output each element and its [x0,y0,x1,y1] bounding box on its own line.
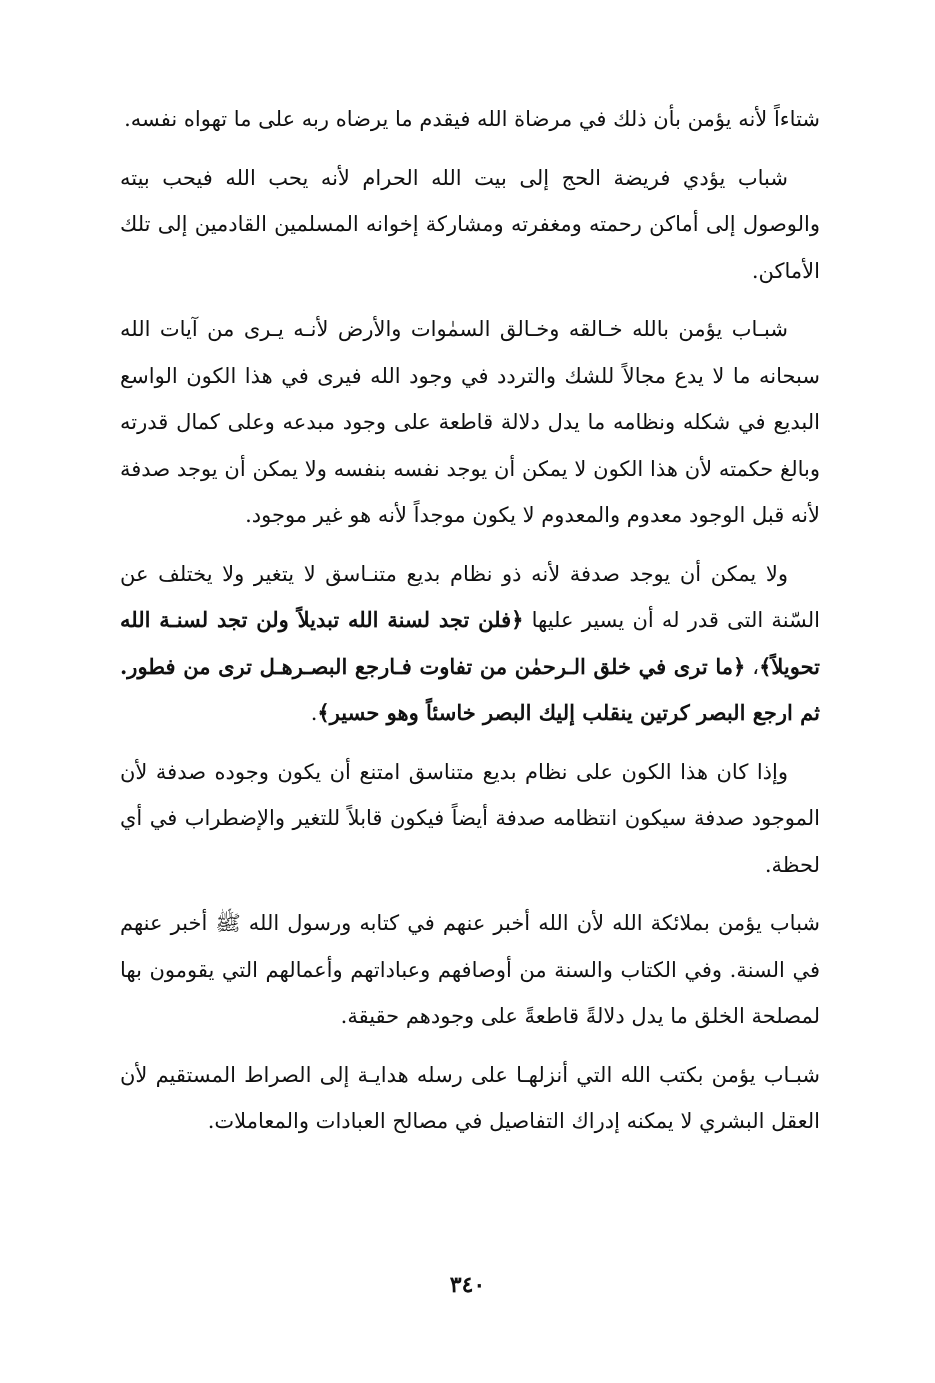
paragraph-continuation: شتاءاً لأنه يؤمن بأن ذلك في مرضاة الله فيقدم ما يرضاه ربه على ما تهواه نفسه. [124,107,820,131]
paragraph-text: . [310,701,318,725]
paragraph-books: شبـاب يؤمن بكتب الله التي أنزلهـا على رسله هدايـة إلى الصراط المستقيم لأن العقل البشري لا يمكنه إدراك التفاصيل في مصالح العبادات والمعاملات. [120,1062,820,1133]
quran-verse: ﴿ما ترى في خلق الـرحمٰن من تفاوت فـارجع البصـرهـل ترى من فطور. ثم ارجع البصر كرتين ينقلب إليك البصر خاسئاً وهو حسير﴾ [120,653,820,725]
paragraph-not-by-chance: وإذا كان هذا الكون على نظام بديع متناسق امتنع أن يكون وجوده صدفة لأن الموجود صدفة سيكون انتظامه صدفة أيضاً فيكون قابلاً للتغير والإضطراب في أي لحظة. [120,759,820,877]
paragraph-angels: شباب يؤمن بملائكة الله لأن الله أخبر عنهم في كتابه ورسول الله ﷺ أخبر عنهم في السنة. وفي الكتاب والسنة من أوصافهم وعباداتهم وأعمالهم التي يقومون بها لمصلحة الخلق ما يدل دلالةً قاطعةً على وجودهم حقيقة. [120,911,820,1028]
quran-verse: ﴿فلن تجد لسنة الله تبديلاً ولن تجد لسنـة الله تحويلاً﴾ [120,607,821,679]
paragraph-belief-in-god: شبـاب يؤمن بالله خـالقه وخـالق السمٰوات والأرض لأنـه يـرى من آيات الله سبحانه ما لا يدع مجالاً للشك والتردد في وجود الله فيرى في هذا الكون الواسع البديع في شكله ونظامه ما يدل دلالة قاطعة على وجود مبدعه وعلى كمال قدرته وبالغ حكمته لأن هذا الكون لا يمكن أن يوجد نفسه بنفسه ولا يمكن أن يوجد صدفة لأنه قبل الوجود معدوم والمعدوم لا يكون موجداً لأنه هو غير موجود. [120,317,820,527]
paragraph-order-of-universe [120,551,820,737]
paragraph-hajj: شباب يؤدي فريضة الحج إلى بيت الله الحرام لأنه يحب الله فيحب بيته والوصول إلى أماكن رحمته ومغفرته ومشاركة إخوانه المسلمين القادمين إلى تلك الأماكن. [120,165,820,283]
page-number: ٣٤٠ [449,1272,486,1298]
paragraph-text: ولا يمكن أن يوجد صدفة لأنه ذو نظام بديع متنـاسق لا يتغير ولا يختلف عن السّنة التى قدر له أن يسير عليها [120,561,820,632]
paragraph-text: ، [745,654,760,679]
page-body [120,96,820,1157]
